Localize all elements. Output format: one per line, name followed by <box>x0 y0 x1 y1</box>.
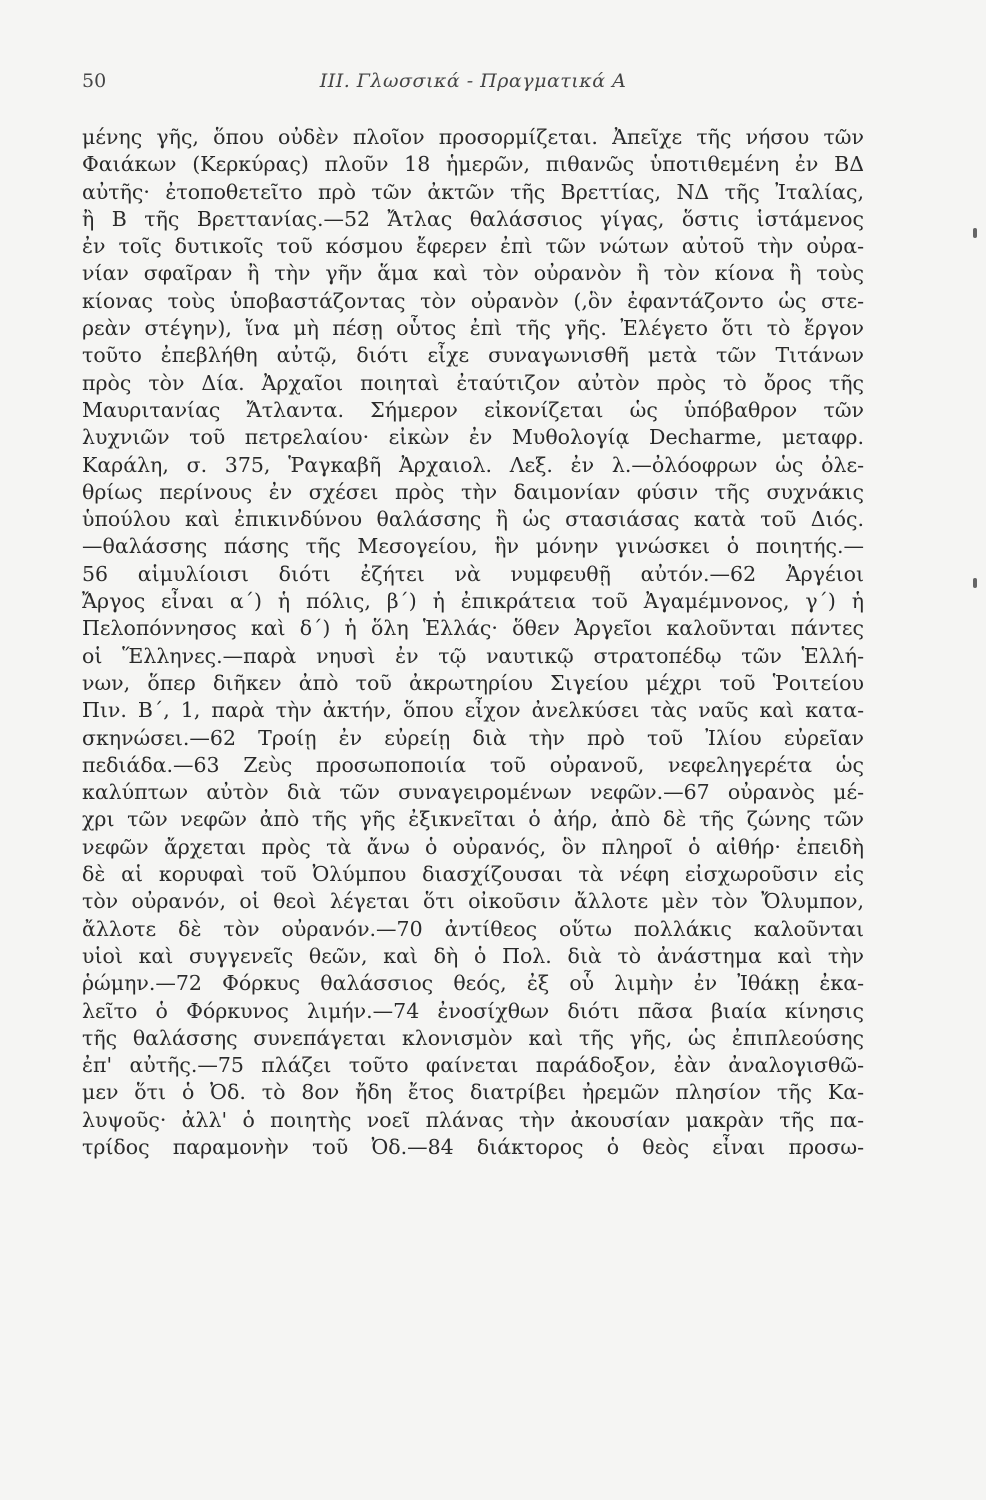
text-line: μεν ὅτι ὁ Ὀδ. τὸ 8ον ἤδη ἔτος διατρίβει ἠρεμῶν πλησίον τῆς Κα- <box>82 1080 864 1105</box>
text-line: νων, ὅπερ διῆκεν ἀπὸ τοῦ ἀκρωτηρίου Σιγείου μέχρι τοῦ Ῥοιτείου <box>82 670 864 695</box>
text-line: Μαυριτανίας Ἄτλαντα. Σήμερον εἰκονίζεται ὡς ὑπόβαθρον τῶν <box>82 397 864 422</box>
running-title: ΙΙΙ. Γλωσσικά - Πραγματικά Α <box>319 70 627 92</box>
text-line: λυψοῦς· ἀλλ' ὁ ποιητὴς νοεῖ πλάνας τὴν ἀκουσίαν μακρὰν τῆς πα- <box>82 1107 864 1132</box>
text-line: ὑπούλου καὶ ἐπικινδύνου θαλάσσης ἢ ὡς στασιάσας κατὰ τοῦ Διός. <box>82 507 864 532</box>
text-line: ῥώμην.—72 Φόρκυς θαλάσσιος θεός, ἐξ οὗ λιμὴν ἐν Ἰθάκῃ ἐκα- <box>82 971 864 996</box>
text-line: οἱ Ἕλληνες.—παρὰ νηυσὶ ἐν τῷ ναυτικῷ στρατοπέδῳ τῶν Ἑλλή- <box>82 643 864 668</box>
text-line: ἢ Β τῆς Βρεττανίας.—52 Ἄτλας θαλάσσιος γίγας, ὅστις ἱστάμενος <box>82 206 864 231</box>
text-line: ἄλλοτε δὲ τὸν οὐρανόν.—70 ἀντίθεος οὕτω πολλάκις καλοῦνται <box>82 916 864 941</box>
text-line: Πελοπόννησος καὶ δ΄) ἡ ὅλη Ἑλλάς· ὅθεν Ἀργεῖοι καλοῦνται πάντες <box>82 616 864 641</box>
page-edge-mark <box>973 228 977 238</box>
text-line: πρὸς τὸν Δία. Ἀρχαῖοι ποιηταὶ ἐταύτιζον αὐτὸν πρὸς τὸ ὄρος τῆς <box>82 370 864 395</box>
text-line: Πιν. Β΄, 1, παρὰ τὴν ἀκτήν, ὅπου εἶχον ἀνελκύσει τὰς ναῦς καὶ κατα- <box>82 698 864 723</box>
text-line: τῆς θαλάσσης συνεπάγεται κλονισμὸν καὶ τῆς γῆς, ὡς ἐπιπλεούσης <box>82 1025 864 1050</box>
text-line: —θαλάσσης πάσης τῆς Μεσογείου, ἣν μόνην γινώσκει ὁ ποιητής.— <box>82 534 864 559</box>
text-line: 56 αἱμυλίοισι διότι ἐζήτει νὰ νυμφευθῇ αὐτόν.—62 Ἀργέιοι <box>82 561 864 586</box>
text-line: αὐτῆς· ἐτοποθετεῖτο πρὸ τῶν ἀκτῶν τῆς Βρεττίας, ΝΔ τῆς Ἰταλίας, <box>82 179 864 204</box>
text-line: υἱοὶ καὶ συγγενεῖς θεῶν, καὶ δὴ ὁ Πολ. διὰ τὸ ἀνάστημα καὶ τὴν <box>82 943 864 968</box>
text-line: λυχνιῶν τοῦ πετρελαίου· εἰκὼν ἐν Μυθολογίᾳ Decharme, μεταφρ. <box>82 425 864 450</box>
text-line: Ἄργος εἶναι α΄) ἡ πόλις, β΄) ἡ ἐπικράτεια τοῦ Ἀγαμέμνονος, γ΄) ἡ <box>82 589 864 614</box>
text-line: σκηνώσει.—62 Τροίῃ ἐν εὐρείῃ διὰ τὴν πρὸ τοῦ Ἰλίου εὐρεῖαν <box>82 725 864 750</box>
text-line: τρίδος παραμονὴν τοῦ Ὀδ.—84 διάκτορος ὁ θεὸς εἶναι προσω- <box>82 1134 864 1159</box>
text-line: μένης γῆς, ὅπου οὐδὲν πλοῖον προσορμίζεται. Ἀπεῖχε τῆς νήσου τῶν <box>82 125 864 149</box>
text-line: θρίως περίνους ἐν σχέσει πρὸς τὴν δαιμονίαν φύσιν τῆς συχνάκις <box>82 479 864 504</box>
commentary-text <box>82 124 864 1161</box>
text-line: λεῖτο ὁ Φόρκυνος λιμήν.—74 ἐνοσίχθων διότι πᾶσα βιαία κίνησις <box>82 998 864 1023</box>
text-line: πεδιάδα.—63 Ζεὺς προσωποποιία τοῦ οὐρανοῦ, νεφεληγερέτα ὡς <box>82 752 864 777</box>
text-line: δὲ αἱ κορυφαὶ τοῦ Ὀλύμπου διασχίζουσαι τὰ νέφη εἰσχωροῦσιν εἰς <box>82 862 864 887</box>
page-edge-mark <box>973 578 977 588</box>
text-line: καλύπτων αὐτὸν διὰ τῶν συναγειρομένων νεφῶν.—67 οὐρανὸς μέ- <box>82 780 864 805</box>
text-line: Φαιάκων (Κερκύρας) πλοῦν 18 ἡμερῶν, πιθανῶς ὑποτιθεμένη ἐν ΒΔ <box>82 152 864 177</box>
text-line: νεφῶν ἄρχεται πρὸς τὰ ἄνω ὁ οὐρανός, ὃν πληροῖ ὁ αἰθήρ· ἐπειδὴ <box>82 834 864 859</box>
text-line: κίονας τοὺς ὑποβαστάζοντας τὸν οὐρανὸν (,ὃν ἐφαντάζοντο ὡς στε- <box>82 288 864 313</box>
text-line: ἐπ' αὐτῆς.—75 πλάζει τοῦτο φαίνεται παράδοξον, ἐὰν ἀναλογισθῶ- <box>82 1053 864 1078</box>
page-number: 50 <box>82 70 107 92</box>
text-line: ρεὰν στέγην), ἵνα μὴ πέσῃ οὗτος ἐπὶ τῆς γῆς. Ἐλέγετο ὅτι τὸ ἔργον <box>82 316 864 341</box>
text-line: Καράλη, σ. 375, Ῥαγκαβῆ Ἀρχαιολ. Λεξ. ἐν λ.—ὀλόοφρων ὡς ὀλε- <box>82 452 864 477</box>
text-line: νίαν σφαῖραν ἢ τὴν γῆν ἅμα καὶ τὸν οὐρανὸν ἢ τὸν κίονα ἢ τοὺς <box>82 261 864 286</box>
running-head <box>82 70 864 100</box>
text-line: ἐν τοῖς δυτικοῖς τοῦ κόσμου ἔφερεν ἐπὶ τῶν νώτων αὐτοῦ τὴν οὐρα- <box>82 234 864 259</box>
text-line: τοῦτο ἐπεβλήθη αὐτῷ, διότι εἶχε συναγωνισθῆ μετὰ τῶν Τιτάνων <box>82 343 864 368</box>
text-line: χρι τῶν νεφῶν ἀπὸ τῆς γῆς ἐξικνεῖται ὁ ἀήρ, ἀπὸ δὲ τῆς ζώνης τῶν <box>82 807 864 832</box>
text-line: τὸν οὐρανόν, οἱ θεοὶ λέγεται ὅτι οἰκοῦσιν ἄλλοτε μὲν τὸν Ὄλυμπον, <box>82 889 864 914</box>
